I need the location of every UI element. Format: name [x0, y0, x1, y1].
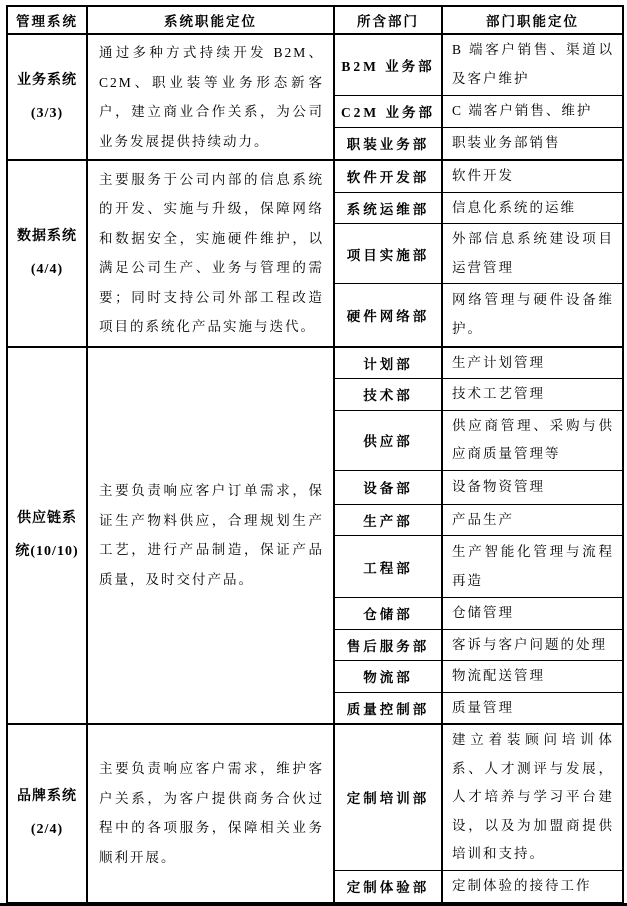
dept-name-cell: 售后服务部 [334, 629, 442, 661]
dept-name-cell: 仓储部 [334, 598, 442, 630]
dept-name-cell: 硬件网络部 [334, 284, 442, 347]
header-management-system: 管理系统 [7, 6, 87, 34]
table-header-row [7, 6, 623, 34]
dept-role-cell: 建立着装顾问培训体系、人才测评与发展，人才培养与学习平台建设，以及为加盟商提供培训和支持。 [442, 724, 623, 870]
system-name-cell [7, 347, 87, 725]
org-structure-table [6, 5, 624, 903]
system-name: 业务系统 [17, 73, 77, 88]
dept-role-cell: 信息化系统的运维 [442, 192, 623, 224]
dept-role-cell: 生产智能化管理与流程再造 [442, 536, 623, 598]
dept-name-cell: 设备部 [334, 470, 442, 504]
dept-role-cell: 物流配送管理 [442, 661, 623, 693]
dept-name-cell: 系统运维部 [334, 192, 442, 224]
dept-name-cell: 职装业务部 [334, 127, 442, 160]
system-count: (2/4) [30, 822, 64, 838]
dept-name-cell: 生产部 [334, 504, 442, 536]
system-desc-cell: 主要服务于公司内部的信息系统的开发、实施与升级，保障网络和数据安全，实施硬件维护，以满足公司生产、业务与管理的需要；同时支持公司外部工程改造项目的系统化产品实施与迭代。 [87, 160, 334, 347]
dept-role-cell: 产品生产 [442, 504, 623, 536]
dept-role-cell: 网络管理与硬件设备维护。 [442, 284, 623, 347]
dept-name-cell: 工程部 [334, 536, 442, 598]
dept-name-cell: 定制体验部 [334, 870, 442, 902]
dept-role-cell: 职装业务部销售 [442, 127, 623, 160]
dept-role-cell: 设备物资管理 [442, 470, 623, 504]
dept-role-cell: 外部信息系统建设项目运营管理 [442, 224, 623, 284]
system-name: 供应链系 [17, 511, 77, 527]
dept-role-cell: 质量管理 [442, 692, 623, 724]
dept-role-cell: 生产计划管理 [442, 347, 623, 379]
dept-name-cell: 技术部 [334, 379, 442, 411]
system-name: 品牌系统 [17, 789, 77, 805]
dept-name-cell: 供应部 [334, 410, 442, 470]
system-name-cell [7, 160, 87, 347]
dept-role-cell: C 端客户销售、维护 [442, 95, 623, 127]
table-row [7, 724, 623, 870]
page-bottom-rule [0, 903, 627, 906]
dept-name-cell: 物流部 [334, 661, 442, 693]
system-desc-cell: 主要负责响应客户需求，维护客户关系，为客户提供商务合伙过程中的各项服务，保障相关业务顺利开展。 [87, 724, 334, 902]
table-row [7, 34, 623, 95]
header-departments: 所含部门 [334, 6, 442, 34]
dept-name-cell: 软件开发部 [334, 160, 442, 192]
table-row [7, 160, 623, 192]
dept-name-cell: B2M 业务部 [334, 34, 442, 95]
system-name: 数据系统 [17, 229, 77, 245]
dept-role-cell: B 端客户销售、渠道以及客户维护 [442, 34, 623, 95]
header-system-function: 系统职能定位 [87, 6, 334, 34]
system-count: (3/3) [30, 106, 64, 121]
system-name-cell [7, 724, 87, 902]
dept-name-cell: 定制培训部 [334, 724, 442, 870]
dept-name-cell: 质量控制部 [334, 692, 442, 724]
dept-role-cell: 定制体验的接待工作 [442, 870, 623, 902]
table-row [7, 347, 623, 379]
dept-name-cell: 计划部 [334, 347, 442, 379]
system-desc-cell: 主要负责响应客户订单需求，保证生产物料供应，合理规划生产工艺，进行产品制造，保证产品质量，及时交付产品。 [87, 347, 334, 725]
dept-role-cell: 软件开发 [442, 160, 623, 192]
header-department-function: 部门职能定位 [442, 6, 623, 34]
dept-role-cell: 仓储管理 [442, 598, 623, 630]
dept-role-cell: 供应商管理、采购与供应商质量管理等 [442, 410, 623, 470]
dept-name-cell: C2M 业务部 [334, 95, 442, 127]
dept-role-cell: 客诉与客户问题的处理 [442, 629, 623, 661]
system-name-cell [7, 34, 87, 160]
system-desc-cell: 通过多种方式持续开发 B2M、C2M、职业装等业务形态新客户，建立商业合作关系，为公司业务发展提供持续动力。 [87, 34, 334, 160]
system-count: (4/4) [30, 262, 64, 278]
system-count: 统(10/10) [15, 544, 79, 560]
dept-name-cell: 项目实施部 [334, 224, 442, 284]
dept-role-cell: 技术工艺管理 [442, 379, 623, 411]
